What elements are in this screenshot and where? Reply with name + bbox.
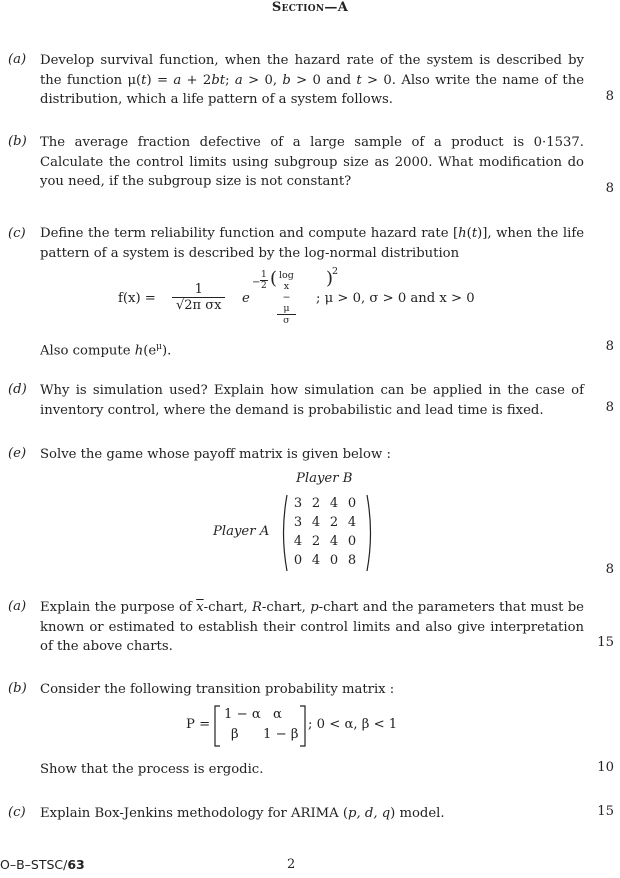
- question-text-1b: The average fraction defective of a large sample of a product is 0·1537. Calculate the control limits using subgroup size as 2000. What modification do you need, if the subgroup size is not constant?: [40, 135, 584, 189]
- matrix-cell: 1 − β: [263, 727, 299, 742]
- matrix-cell: 2: [329, 515, 339, 530]
- question-label: (d): [8, 382, 27, 397]
- question-label: (b): [8, 681, 27, 696]
- matrix-cell: 3: [293, 515, 303, 530]
- question-text-1c-also: Also compute $h(e^\mu)$.: [40, 342, 172, 359]
- page-number: 2: [287, 857, 296, 872]
- matrix-cell: 8: [347, 553, 357, 568]
- section-title: Section—A: [271, 0, 349, 15]
- question-text-2a: Explain the purpose of $\overline{x}$-chart, R-chart, p-chart and the parameters that must be known or estimated to establish their control limits and also give interpretation of the above charts.: [40, 600, 584, 654]
- player-a-label: Player A: [213, 524, 270, 539]
- formula-e: e: [242, 291, 250, 306]
- question-label: (a): [8, 599, 27, 614]
- matrix-cell: 0: [347, 496, 357, 511]
- question-mark: 15: [597, 635, 614, 650]
- question-mark: 8: [605, 89, 614, 104]
- matrix-row: [289, 551, 361, 570]
- question-label: (a): [8, 52, 27, 67]
- question-mark: 10: [597, 760, 614, 775]
- payoff-matrix: [279, 493, 375, 573]
- matrix-table: [289, 494, 361, 570]
- matrix-row: [289, 532, 361, 551]
- player-b-label: Player B: [296, 471, 353, 486]
- matrix-cell: 4: [311, 515, 321, 530]
- formula-conditions: ; μ > 0, σ > 0 and x > 0: [316, 291, 475, 306]
- question-text-1a: Develop survival function, when the hazard rate of the system is described by the function μ(t) = a + 2bt; a > 0, b > 0 and t > 0. Also write the name of the distribution, which a life pattern of a system follows.: [40, 53, 584, 107]
- formula-lhs: f(x) =: [118, 291, 156, 306]
- question-text-2b-show: Show that the process is ergodic.: [40, 762, 264, 777]
- formula-fraction: $\frac{1}{\text{√2π σx}}$: [172, 282, 225, 313]
- matrix-row: [289, 494, 361, 513]
- matrix-cell: 4: [311, 553, 321, 568]
- matrix-cell: 4: [293, 534, 303, 549]
- question-label: (c): [8, 805, 26, 820]
- question-text-1c: Define the term reliability function and compute hazard rate [h(t)], when the life pattern of a system is described by the log-normal distribution: [40, 226, 584, 261]
- matrix-cell: 0: [329, 553, 339, 568]
- question-mark: 8: [605, 181, 614, 196]
- question-mark: 8: [605, 562, 614, 577]
- question-mark: 8: [605, 400, 614, 415]
- matrix-cell: 1 − α: [224, 707, 261, 722]
- paper-code: O–B–STSC/63: [0, 857, 85, 872]
- question-text-1d: Why is simulation used? Explain how simulation can be applied in the case of inventory control, where the demand is probabilistic and lead time is fixed.: [40, 383, 584, 418]
- matrix-cell: 4: [329, 534, 339, 549]
- transition-conditions: ; 0 < α, β < 1: [308, 717, 398, 732]
- matrix-cell: β: [231, 727, 239, 742]
- matrix-cell: 4: [329, 496, 339, 511]
- matrix-cell: 2: [311, 496, 321, 511]
- question-text-2b: Consider the following transition probability matrix :: [40, 682, 395, 697]
- matrix-cell: 4: [347, 515, 357, 530]
- question-text-1e: Solve the game whose payoff matrix is given below :: [40, 447, 391, 462]
- question-label: (b): [8, 134, 27, 149]
- matrix-cell: 2: [311, 534, 321, 549]
- transition-lhs: P =: [186, 717, 211, 732]
- question-label: (c): [8, 226, 26, 241]
- question-text-2c: Explain Box-Jenkins methodology for ARIMA (p, d, q) model.: [40, 806, 445, 821]
- matrix-row: [289, 513, 361, 532]
- transition-matrix-formula: [186, 704, 426, 748]
- question-mark: 15: [597, 804, 614, 819]
- matrix-cell: 0: [347, 534, 357, 549]
- matrix-cell: 3: [293, 496, 303, 511]
- matrix-cell: α: [273, 707, 282, 722]
- question-mark: 8: [605, 339, 614, 354]
- question-label: (e): [8, 446, 27, 461]
- lognormal-formula: f(x) = $\frac{1}{\text{√2π σx}}$ e − $\frac{1}{2}$ ( $\frac{\text{log x − μ}}{\sigma}$ ) 2 ; μ > 0, σ > 0 and x > 0: [118, 266, 475, 326]
- matrix-cell: 0: [293, 553, 303, 568]
